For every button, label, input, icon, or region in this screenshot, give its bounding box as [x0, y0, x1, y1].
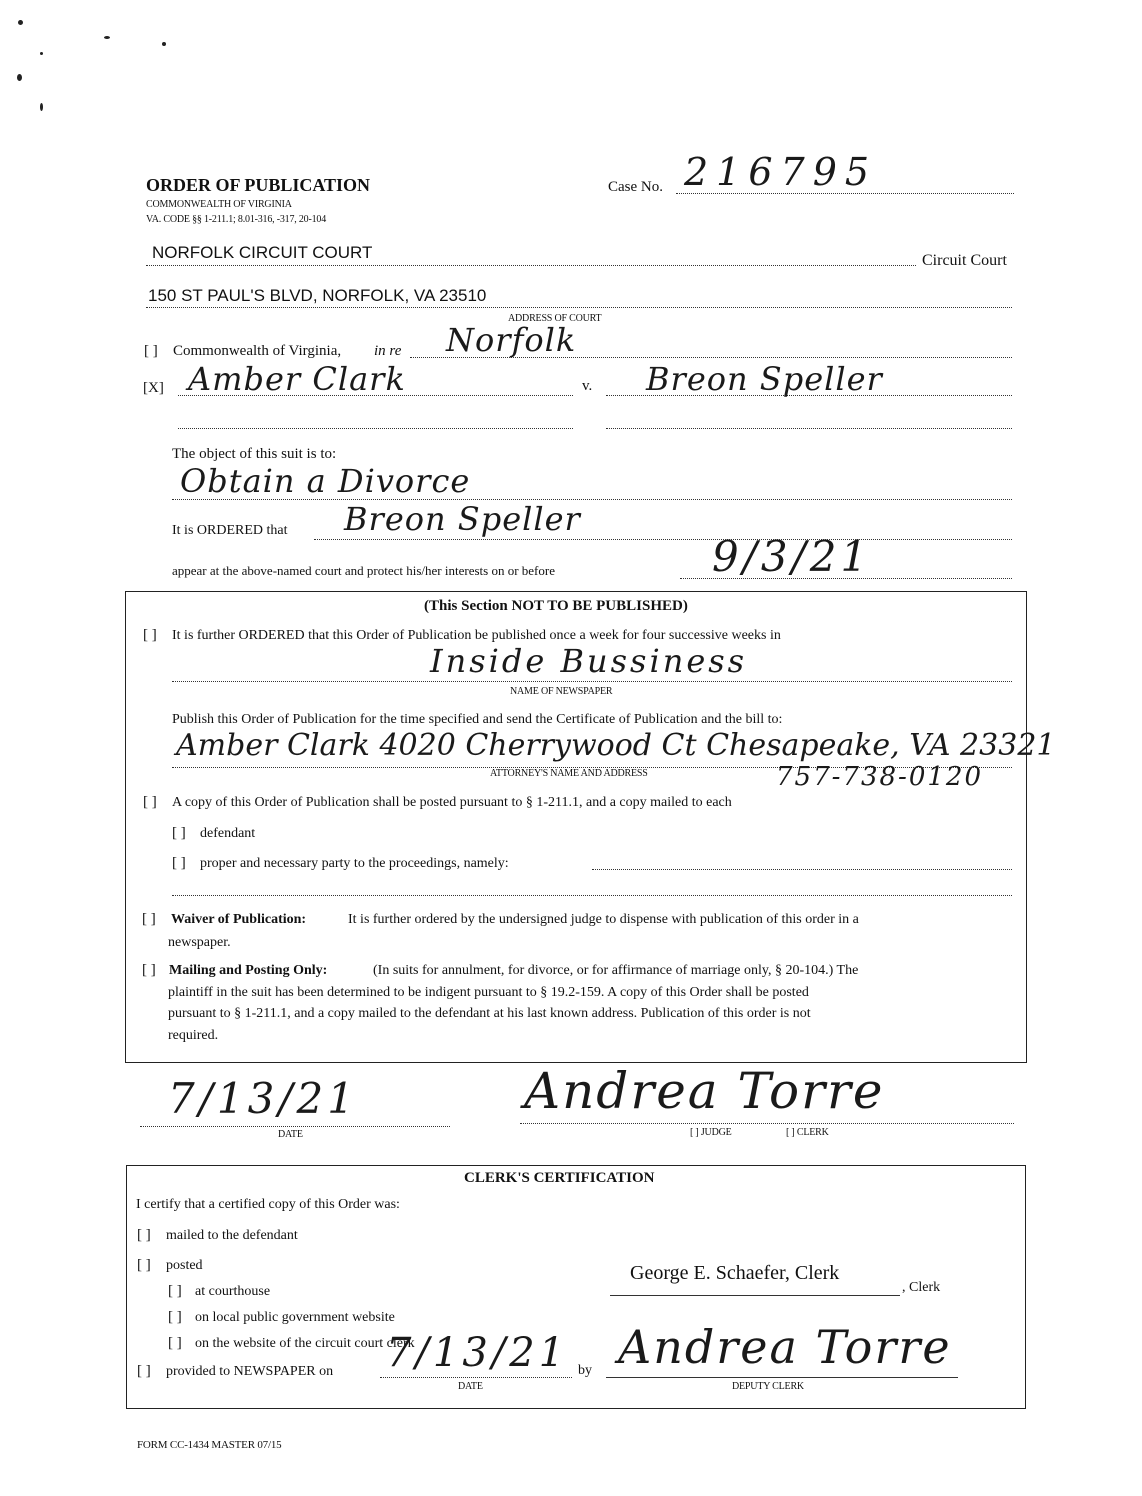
judge-signature-line: [520, 1123, 1014, 1124]
form-number: FORM CC-1434 MASTER 07/15: [137, 1439, 282, 1451]
attorney-address: Amber Clark 4020 Cherrywood Ct Chesapeake, VA 23321: [176, 728, 1056, 763]
newspaper-date-label: DATE: [458, 1381, 483, 1392]
appear-date: 9/3/21: [712, 532, 872, 581]
court-name: NORFOLK CIRCUIT COURT: [152, 243, 373, 262]
mailing-line-1: (In suits for annulment, for divorce, or for affirmance of marriage only, § 20-104.) The: [373, 963, 859, 978]
form-title: ORDER OF PUBLICATION: [146, 175, 371, 195]
object-value: Obtain a Divorce: [180, 462, 471, 500]
website-checkbox[interactable]: [ ]: [168, 1309, 182, 1325]
party-name-line: [592, 869, 1012, 870]
scan-speck: [40, 52, 43, 55]
commonwealth-checkbox[interactable]: [ ]: [144, 343, 158, 359]
posted-text: A copy of this Order of Publication shall be posted pursuant to § 1-211.1, and a copy mailed to each: [172, 795, 732, 810]
newspaper-date: 7/13/21: [386, 1330, 569, 1376]
court-line: [146, 265, 916, 266]
party-blank-line-2: [606, 428, 1012, 429]
certification-intro: I certify that a certified copy of this Order was:: [136, 1197, 400, 1212]
mailing-checkbox[interactable]: [ ]: [142, 962, 156, 978]
attorney-label: ATTORNEY'S NAME AND ADDRESS: [490, 768, 648, 779]
form-code: VA. CODE §§ 1-211.1; 8.01-316, -317, 20-104: [146, 214, 327, 225]
address-line: [146, 307, 1012, 308]
newspaper-checkbox[interactable]: [ ]: [137, 1363, 151, 1379]
scan-speck: [162, 42, 166, 46]
in-re-value: Norfolk: [446, 321, 577, 359]
mailed-label: mailed to the defendant: [166, 1228, 298, 1243]
deputy-line: [606, 1377, 958, 1378]
case-number: 216795: [684, 150, 878, 194]
mailing-line-4: required.: [168, 1028, 219, 1043]
court-address: 150 ST PAUL'S BLVD, NORFOLK, VA 23510: [148, 286, 487, 305]
website-label: on local public government website: [195, 1310, 395, 1325]
waiver-heading: Waiver of Publication:: [171, 912, 307, 927]
defendant-label: defendant: [200, 826, 256, 841]
address-label: ADDRESS OF COURT: [508, 313, 602, 324]
circuit-website-checkbox[interactable]: [ ]: [168, 1335, 182, 1351]
mailing-line-3: pursuant to § 1-211.1, and a copy mailed to the defendant at his last known address. Publication of this order is not: [168, 1006, 811, 1021]
scan-speck: [18, 20, 23, 25]
circuit-website-label: on the website of the circuit court clerk: [195, 1336, 415, 1351]
scan-speck: [17, 74, 22, 81]
scan-speck: [40, 103, 43, 111]
mailing-heading: Mailing and Posting Only:: [169, 963, 328, 978]
newspaper-name: Inside Bussiness: [430, 642, 748, 680]
party-name-line-2: [172, 895, 1012, 896]
send-text: Publish this Order of Publication for the time specified and send the Certificate of Publication and the bill to:: [172, 712, 783, 727]
versus-label: v.: [582, 378, 593, 394]
appear-text: appear at the above-named court and protect his/her interests on or before: [172, 563, 555, 578]
publish-checkbox[interactable]: [ ]: [143, 627, 157, 643]
defendant-checkbox[interactable]: [ ]: [172, 825, 186, 841]
object-line: [172, 499, 1012, 500]
clerk-suffix: , Clerk: [902, 1280, 941, 1295]
signature-date-label: DATE: [278, 1129, 303, 1140]
form-subtitle: COMMONWEALTH OF VIRGINIA: [146, 199, 292, 210]
posted-cert-label: posted: [166, 1258, 203, 1273]
deputy-label: DEPUTY CLERK: [732, 1381, 804, 1392]
ordered-line: [314, 539, 1012, 540]
certification-heading: CLERK'S CERTIFICATION: [464, 1170, 655, 1186]
newspaper-provided-label: provided to NEWSPAPER on: [166, 1364, 334, 1379]
plaintiff-checkbox[interactable]: [X]: [143, 380, 164, 396]
courthouse-label: at courthouse: [195, 1284, 271, 1299]
newspaper-line: [172, 681, 1012, 682]
party-blank-line-1: [178, 428, 573, 429]
mailed-checkbox[interactable]: [ ]: [137, 1227, 151, 1243]
posted-cert-checkbox[interactable]: [ ]: [137, 1257, 151, 1273]
case-label: Case No.: [608, 179, 663, 195]
plaintiff-name: Amber Clark: [188, 360, 406, 398]
ordered-label: It is ORDERED that: [172, 523, 288, 538]
party-checkbox[interactable]: [ ]: [172, 855, 186, 871]
judge-checkbox-label[interactable]: [ ] JUDGE: [690, 1127, 732, 1138]
judge-signature: Andrea Torre: [524, 1062, 885, 1120]
ordered-party: Breon Speller: [344, 500, 581, 538]
deputy-signature: Andrea Torre: [618, 1320, 952, 1374]
signature-date-line: [140, 1126, 450, 1127]
mailing-line-2: plaintiff in the suit has been determined to be indigent pursuant to § 19.2-159. A copy of this Order shall be posted: [168, 985, 809, 1000]
in-re-label: in re: [374, 343, 402, 359]
waiver-text-2: newspaper.: [168, 935, 231, 950]
newspaper-date-line: [380, 1377, 572, 1378]
posted-checkbox[interactable]: [ ]: [143, 794, 157, 810]
defendant-name: Breon Speller: [646, 360, 883, 398]
not-published-heading: (This Section NOT TO BE PUBLISHED): [424, 598, 688, 614]
newspaper-label: NAME OF NEWSPAPER: [510, 686, 613, 697]
waiver-text: It is further ordered by the undersigned judge to dispense with publication of this order in a: [348, 912, 859, 927]
by-label: by: [578, 1363, 592, 1378]
court-suffix: Circuit Court: [922, 252, 1007, 269]
signature-date: 7/13/21: [168, 1074, 358, 1123]
object-label: The object of this suit is to:: [172, 446, 337, 462]
publish-text: It is further ORDERED that this Order of Publication be published once a week for four successive weeks in: [172, 628, 781, 643]
party-label: proper and necessary party to the proceedings, namely:: [200, 856, 509, 871]
courthouse-checkbox[interactable]: [ ]: [168, 1283, 182, 1299]
clerk-checkbox-label[interactable]: [ ] CLERK: [786, 1127, 829, 1138]
clerk-name-line: [610, 1295, 900, 1296]
clerk-name: George E. Schaefer, Clerk: [630, 1262, 840, 1284]
commonwealth-label: Commonwealth of Virginia,: [173, 343, 342, 359]
attorney-phone: 757-738-0120: [776, 762, 983, 792]
scan-speck: [104, 36, 110, 39]
waiver-checkbox[interactable]: [ ]: [142, 911, 156, 927]
